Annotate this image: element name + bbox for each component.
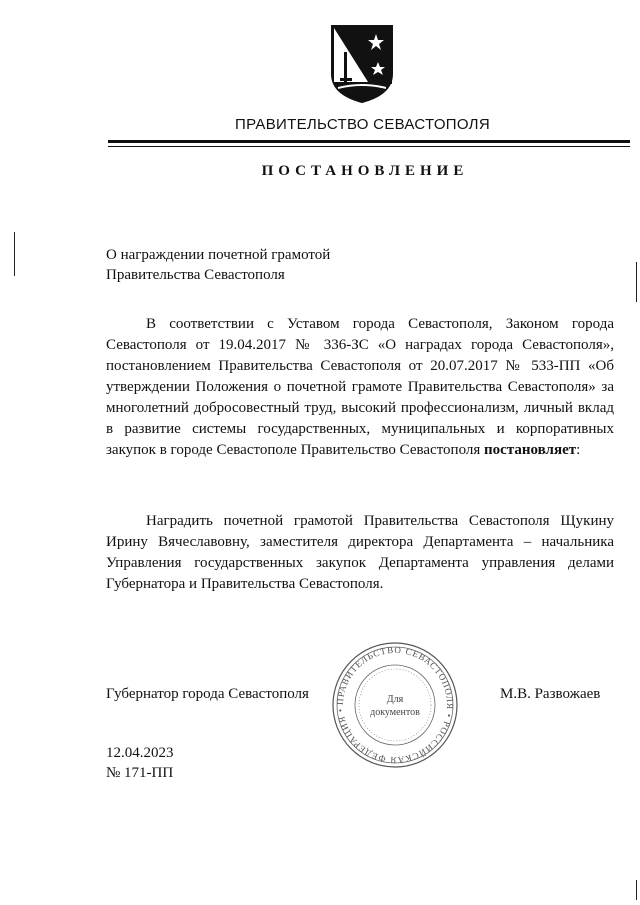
document-number: № 171-ПП (106, 765, 174, 781)
header-rule-thick (108, 140, 630, 143)
coat-of-arms-icon (328, 22, 396, 104)
body-paragraph-1 (106, 314, 614, 461)
organization-title: ПРАВИТЕЛЬСТВО СЕВАСТОПОЛЯ (235, 116, 490, 133)
document-date: 12.04.2023 (106, 745, 174, 761)
paragraph-1-emphasis: постановляет (484, 442, 577, 458)
signer-name: М.В. Развожаев (500, 686, 601, 702)
subject-line-2: Правительства Севастополя (106, 267, 285, 283)
header-rule-thin (108, 146, 630, 147)
stamp-outer-text: ПРАВИТЕЛЬСТВО СЕВАСТОПОЛЯ • РОССИЙСКАЯ ФЕДЕРАЦИЯ • (334, 644, 456, 766)
official-stamp (330, 640, 460, 770)
paragraph-1-text: В соответствии с Уставом города Севастополя, Законом города Севастополя от 19.04.2017 № 336-ЗС «О наградах города Севастополя», постановлением Правительства Севастополя от 20.07.2017 № 533-ПП «Об утверждении Положения о почетной грамоте Правительства Севастополя» за многолетний добросовестный труд, высокий профессионализм, личный вклад в развитие системы государственных, муниципальных и корпоративных закупок в городе Севастополе Правительство Севастополя (106, 316, 614, 458)
paragraph-1-end: : (576, 442, 581, 458)
subject-line-1: О награждении почетной грамотой (106, 247, 331, 263)
scan-edge-mark (14, 232, 15, 276)
document-subject (106, 245, 426, 285)
scan-edge-mark (636, 880, 637, 900)
document-footer (106, 743, 174, 783)
scan-edge-mark (636, 262, 637, 302)
stamp-center-line-2: документов (370, 707, 420, 718)
body-paragraph-2: Наградить почетной грамотой Правительства Севастополя Щукину Ирину Вячеславовну, заместителя директора Департамента – начальника Управления государственных закупок Департамента управления делами Губернатора и Правительства Севастополя. (106, 513, 614, 592)
document-type: ПОСТАНОВЛЕНИЕ (261, 163, 469, 179)
stamp-center-line-1: Для (386, 694, 404, 705)
signer-position: Губернатор города Севастополя (106, 686, 309, 702)
